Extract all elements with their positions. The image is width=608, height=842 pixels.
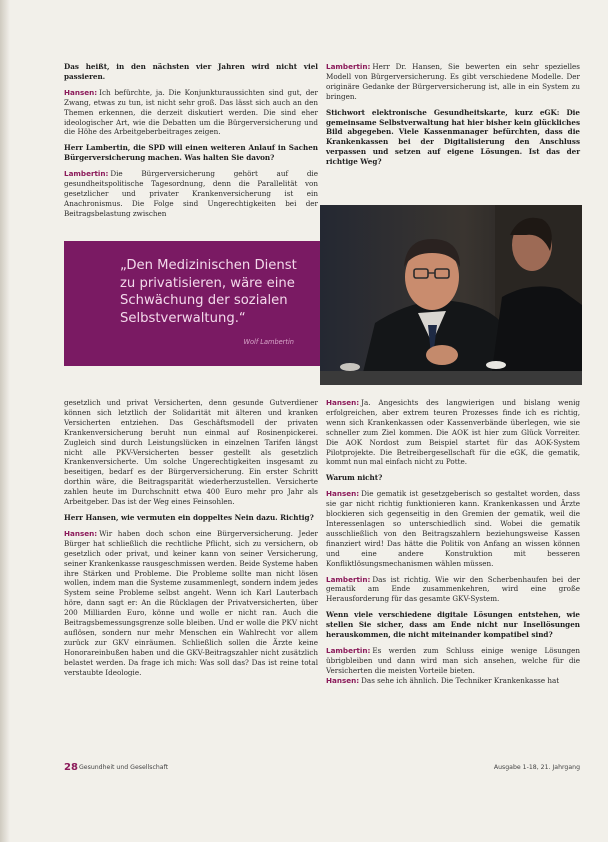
pull-quote-banner (64, 241, 320, 366)
answer-paragraph (326, 575, 580, 605)
question-text: Herr Hansen, wie vermuten ein doppeltes Nein dazu. Richtig? (64, 512, 314, 522)
speaker-label: Hansen: (64, 87, 98, 97)
column-top-left (64, 62, 318, 225)
answer-text: Ja. Angesichts des langwierigen und bislang wenig erfolgreichen, aber extrem teuren Prozesses finde ich es richtig, wenn sich Krankenkassen oder Kassenverbände überlegen, wie sie schneller zum Ziel kommen. Die AOK ist hier zum Glück Vorreiter. Die AOK Nordost zum Beispiel startet für das AOK-System Pilotprojekte. Die Betreibergesellschaft für die eGK, die gematik, kommt nun mal einfach nicht zu Potte. (326, 398, 580, 467)
answer-paragraph (326, 489, 580, 568)
speaker-label: Lambertin: (326, 62, 371, 71)
question-text: Wenn viele verschiedene digitale Lösungen entstehen, wie stellen Sie sicher, dass am Ende nicht nur Insellösungen herauskommen, die nicht miteinander kompatibel sind? (326, 610, 580, 640)
answer-text: Die Bürgerversicherung gehört auf die gesundheitspolitische Tagesordnung, denn die Parallelität von gesetzlicher und privater Krankenversicherung ist ein Anachronismus. Die Folge sind Ungerechtigkeiten bei der Beitragsbelastung zwischen (64, 169, 318, 218)
question-text: Das heißt, in den nächsten vier Jahren wird nicht viel passieren. (64, 62, 318, 81)
question-text: Stichwort elektronische Gesundheitskarte, kurz eGK: Die gemeinsame Selbstverwaltung hat hier bisher kein glückliches Bild abgegeben. Viele Kassenmanager befürchten, dass die Krankenkassen bei der Digitalisierung den Anschluss verpassen und setzen auf eigene Lösungen. Ist das der richtige Weg? (326, 107, 580, 167)
speaker-label: Hansen: (64, 528, 98, 538)
column-top-right (326, 62, 580, 173)
pull-quote-text: „Den Medizinischen Dienst zu privatisieren, wäre eine Schwächung der sozialen Selbstverwaltung.“ (120, 258, 297, 326)
answer-text: Die gematik ist gesetzgeberisch so gestaltet worden, dass sie gar nicht richtig funktionieren kann. Krankenkassen und Ärzte blockieren sich gegenseitig in den Gremien der gematik, weil die Interessenlagen so unterschiedlich sind. Wobei die gematik ausschließlich von den Beitragszahlern beziehungsweise Kassen finanziert wird! Das hätte die Politik von Anfang an wissen können und eine andere Konstruktion mit besseren Konfliktlösungsmechanismen wählen müssen. (326, 489, 580, 568)
speaker-label: Hansen: (326, 675, 360, 685)
speaker-label: Hansen: (326, 398, 360, 407)
issue-info: Ausgabe 1-18, 21. Jahrgang (493, 764, 580, 771)
answer-text: Es werden zum Schluss einige wenige Lösungen übrigbleiben und dann wird man sich ansehen, welche für die Versicherten die meisten Vorteile bieten. (326, 645, 580, 675)
answer-text: Wir haben doch schon eine Bürgerversicherung. Jeder Bürger hat schließlich die rechtliche Pflicht, sich zu versichern, ob gesetzlich oder privat, und keiner kann von seiner Versicherung, seiner Krankenkasse rausgeschmissen werden. Beide Systeme haben ihre Stärken und Probleme. Die Probleme sollte man nicht lösen wollen, indem man die Systeme zusammenlegt, sondern indem jedes System seine Probleme selbst angeht. Wenn ich Karl Lauterbach höre, dann sagt er: An die Rücklagen der Privatversicherten, über 200 Milliarden Euro, könne und wolle er nicht ran. Auch die Beitragsbemessungsgrenze solle bleiben. Und er wolle die PKV nicht auflösen, sondern nur mehr Menschen ein Wahlrecht vor allem zurück zur GKV einräumen. Schließlich sollen die Ärzte keine Honorareinbußen haben und die GKV-Beitragszahler nicht zusätzlich belastet werden. Da frage ich mich: Was soll das? Das ist reine total verstaubte Ideologie. (64, 528, 318, 677)
answer-text: Das ist richtig. Wie wir den Scherbenhaufen bei der gematik am Ende zusammenkehren, wird eine große Herausforderung für das gesamte GKV-System. (326, 574, 580, 604)
section-name: Gesundheit und Gesellschaft (79, 764, 169, 771)
speaker-label: Lambertin: (326, 574, 371, 584)
answer-paragraph (64, 169, 318, 219)
answer-text: Das sehe ich ähnlich. Die Techniker Krankenkasse hat (361, 675, 560, 685)
speaker-label: Lambertin: (326, 645, 371, 655)
column-bottom-left (64, 398, 318, 683)
answer-paragraph (326, 62, 580, 102)
photo-illustration (320, 205, 582, 385)
answer-paragraph (326, 398, 580, 467)
answer-text: Herr Dr. Hansen, Sie bewerten ein sehr spezielles Modell von Bürgerversicherung. Es gibt verschiedene Modelle. Der originäre Gedanke der Bürgerversicherung ist, alle in ein System zu bringen. (326, 62, 580, 101)
page-footer (64, 762, 580, 774)
answer-paragraph (64, 529, 318, 678)
speaker-label: Hansen: (326, 489, 360, 499)
answer-text: Ich befürchte, ja. Die Konjunkturaussichten sind gut, der Zwang, etwas zu tun, ist nicht sehr groß. Das lässt sich auch an den Themen erkennen, die derzeit diskutiert werden. Die sind eher ideologischer Art, wie die Debatten um die Bürgerversicherung und die Höhe des Arbeitgeberbeitrages zeigen. (64, 87, 318, 137)
pull-quote-author: Wolf Lambertin (243, 338, 294, 346)
answer-paragraph (326, 646, 580, 676)
question-text: Herr Lambertin, die SPD will einen weiteren Anlauf in Sachen Bürgerversicherung machen. Was halten Sie davon? (64, 143, 318, 163)
column-bottom-right (326, 398, 580, 692)
answer-paragraph (326, 676, 580, 686)
question-text: Warum nicht? (326, 473, 383, 483)
page-number: 28 (64, 762, 78, 773)
answer-paragraph (64, 88, 318, 138)
interview-photo (320, 205, 582, 385)
page-gutter-shadow (0, 0, 10, 842)
speaker-label: Lambertin: (64, 169, 109, 179)
body-paragraph: gesetzlich und privat Versicherten, denn gesunde Gutverdiener können sich letztlich der Solidarität mit älteren und kranken Versicherten entziehen. Das Geschäftsmodell der privaten Krankenversicherung beruht nun einmal auf Rosinenpickerei. Zugleich sind durch Leistungslücken in einzelnen Tarifen längst nicht alle PKV-Versicherten besser gestellt als gesetzlich Krankenversicherte. Um solche Ungerechtigkeiten insgesamt zu beseitigen, bedarf es der Bürgerversicherung. Ein erster Schritt dorthin wäre, die Beitragsparität wiederherzustellen. Versicherte zahlen heute im Durchschnitt etwa 400 Euro mehr pro Jahr als Arbeitgeber. Das ist der Weg eines Feinsohlen. (64, 398, 318, 507)
